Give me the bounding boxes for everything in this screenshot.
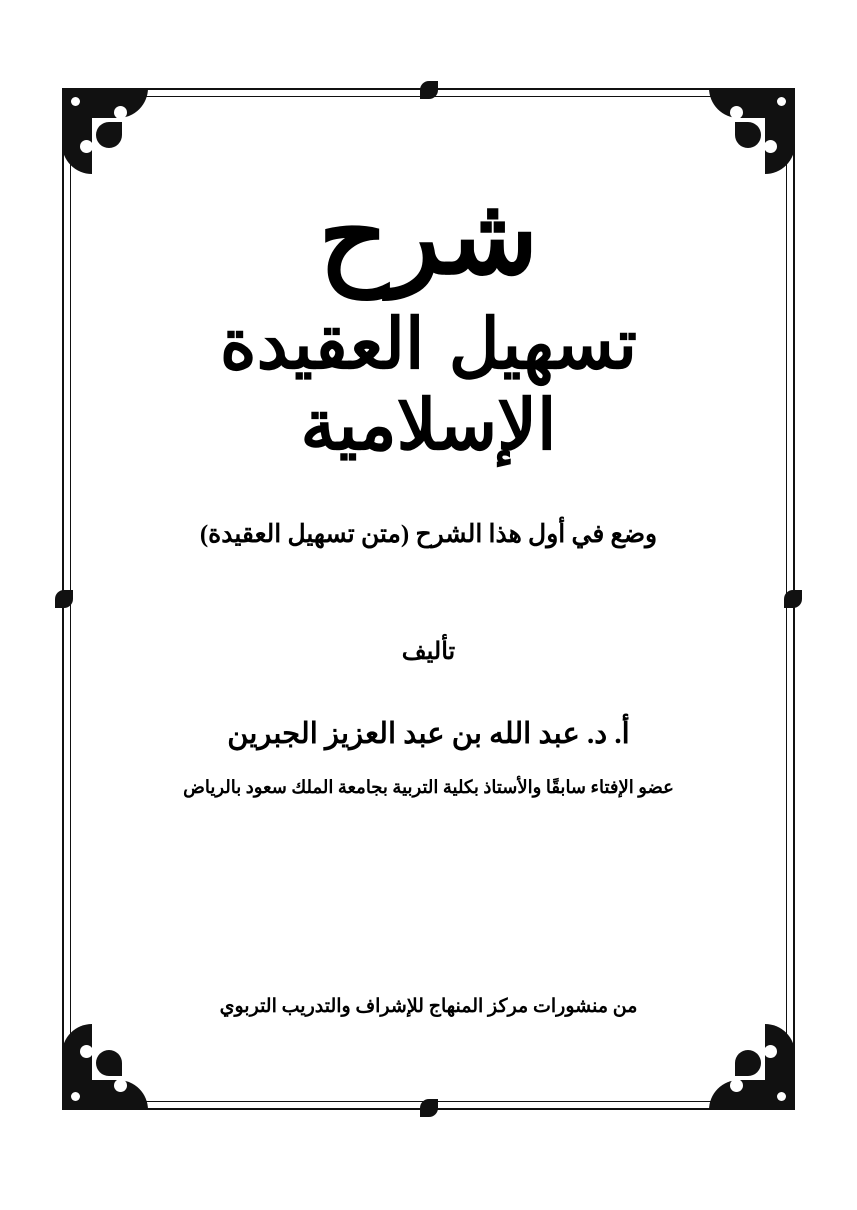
edge-ornament-right-icon <box>784 590 802 608</box>
byline-label: تأليف <box>401 639 456 665</box>
author-description: عضو الإفتاء سابقًا والأستاذ بكلية التربية بجامعة الملك سعود بالرياض <box>183 777 674 797</box>
edge-ornament-top-icon <box>420 81 438 99</box>
edge-ornament-bottom-icon <box>420 1099 438 1117</box>
subtitle: وضع في أول هذا الشرح (متن تسهيل العقيدة) <box>199 521 658 548</box>
page-title: تسهيل العقيدة الإسلامية <box>219 302 638 466</box>
cover-content <box>90 120 767 1080</box>
edge-ornament-left-icon <box>55 590 73 608</box>
author-name: أ. د. عبد الله بن عبد العزيز الجبرين <box>227 718 630 750</box>
publisher-line: من منشورات مركز المنهاج للإشراف والتدريب التربوي <box>219 996 638 1017</box>
title-sharh: شرح <box>318 173 539 299</box>
